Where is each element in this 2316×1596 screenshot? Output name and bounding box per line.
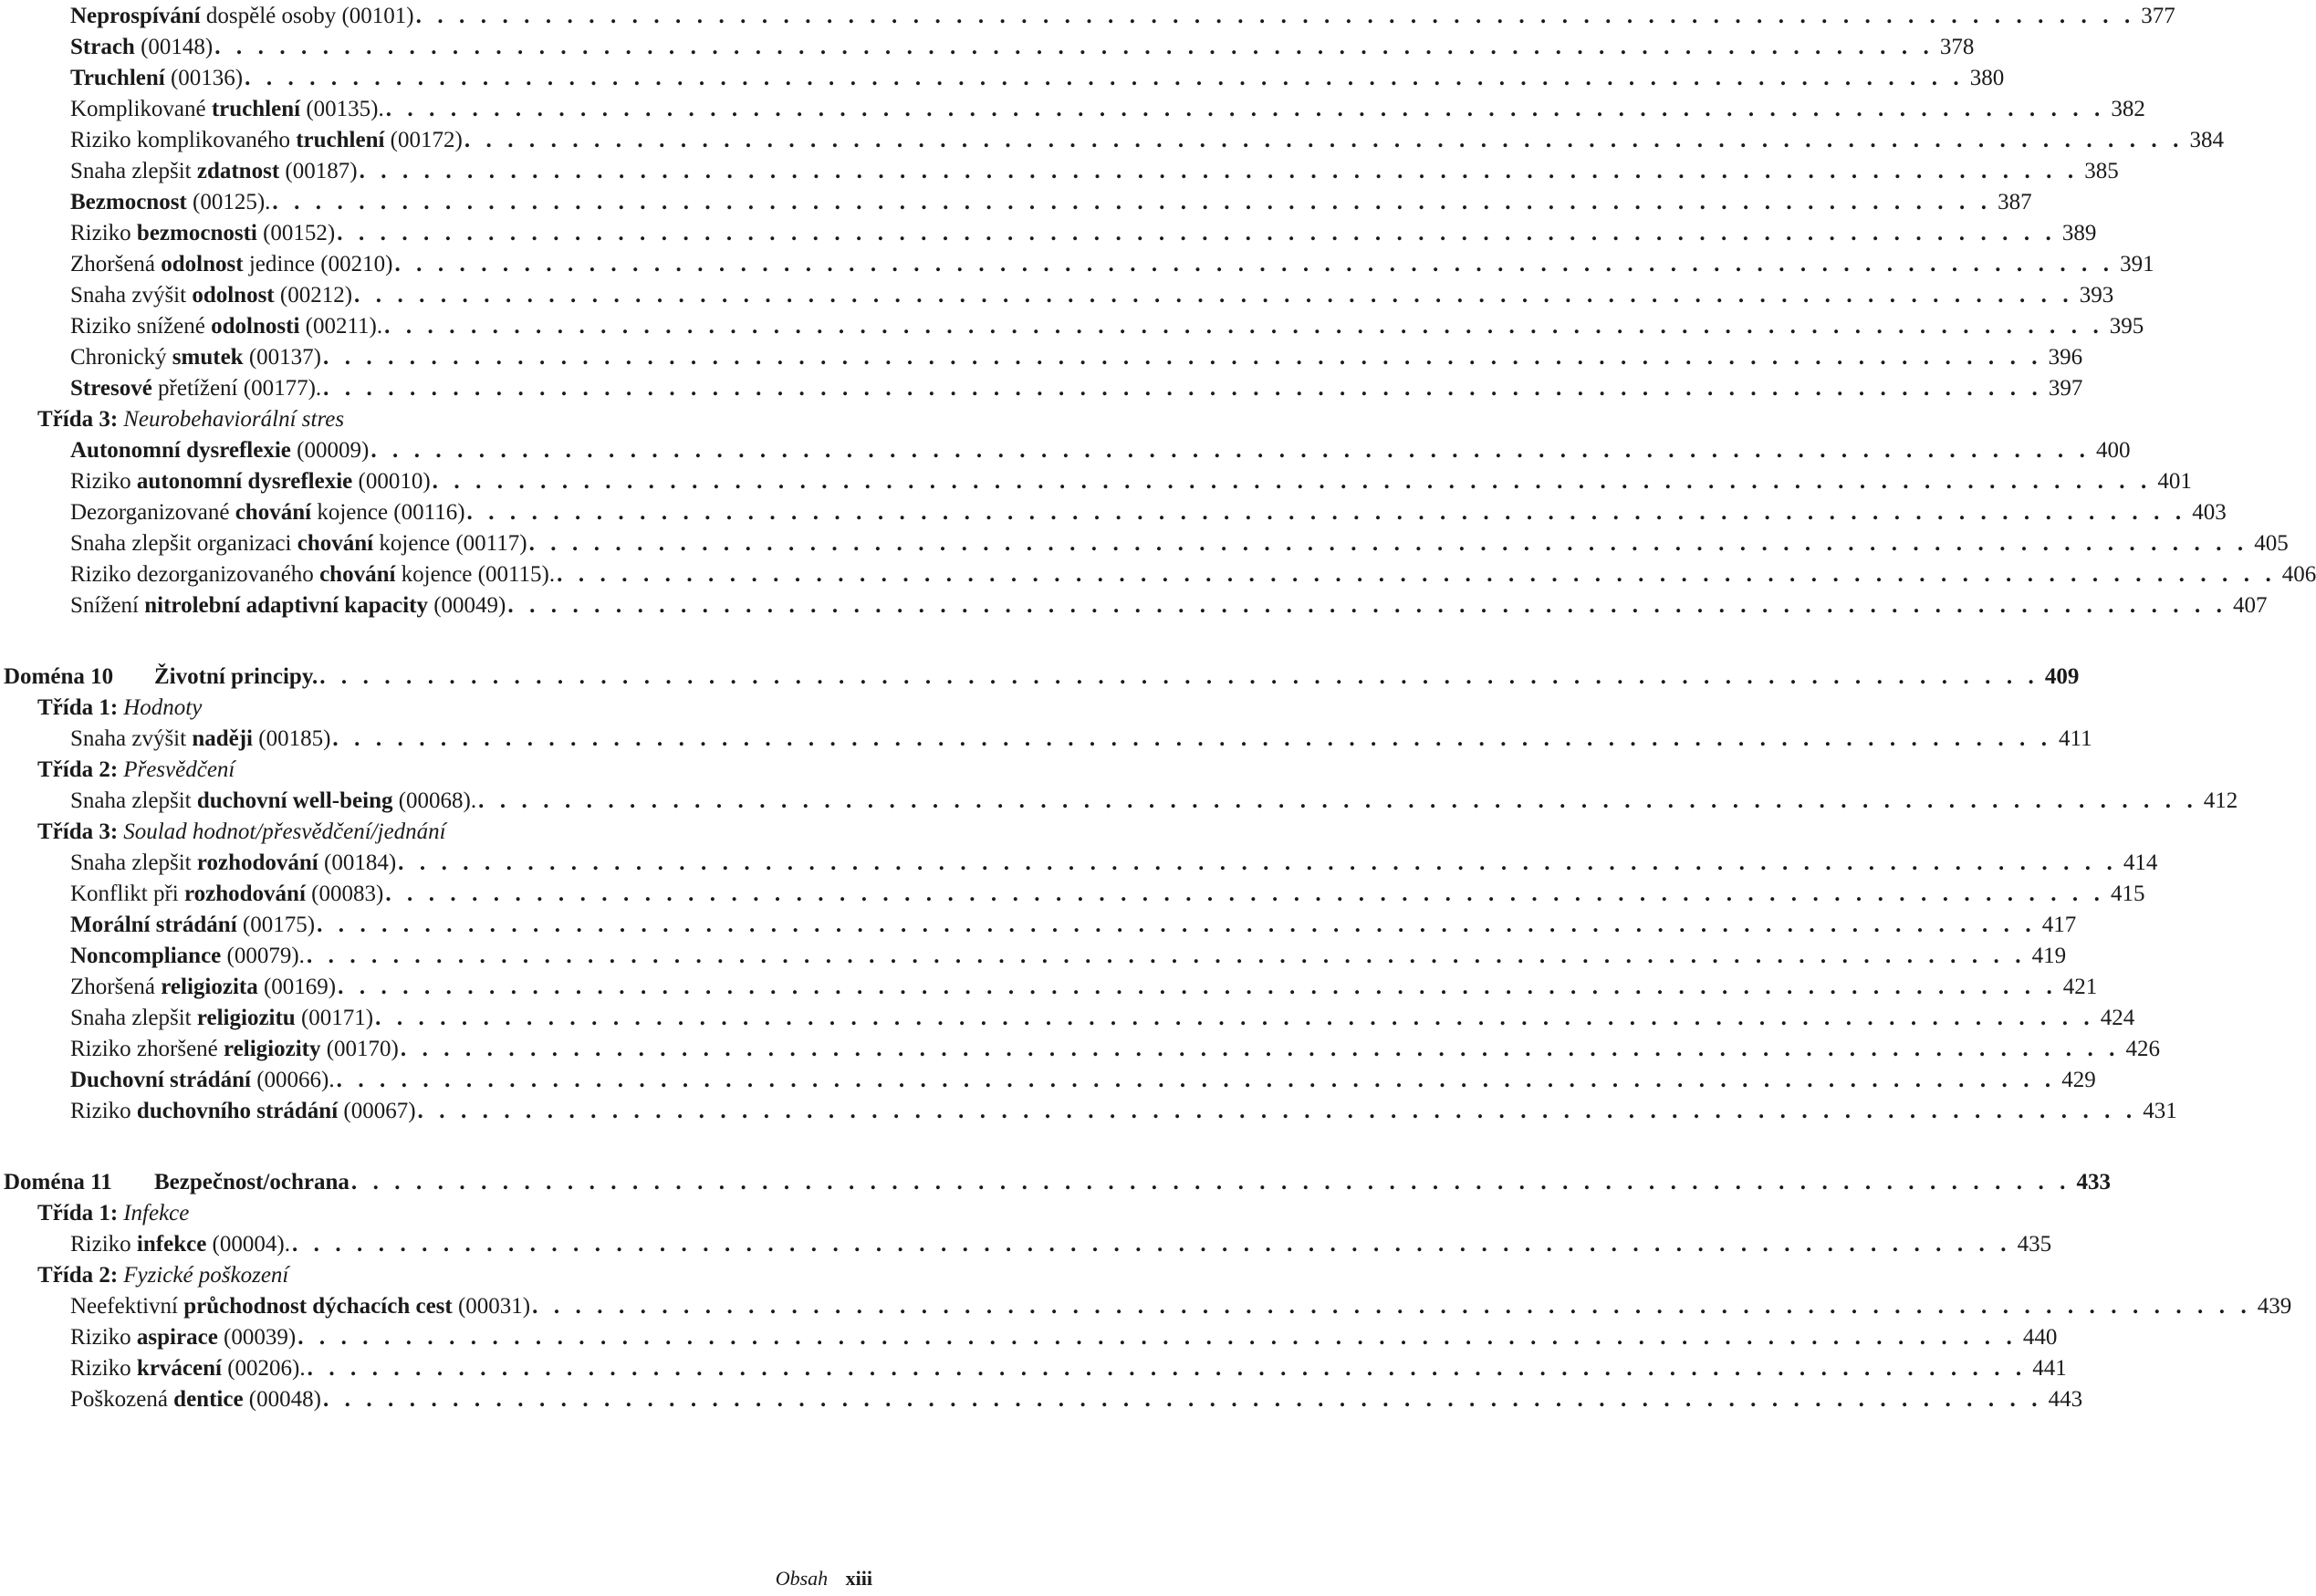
dot-leader: . . . . . . . . . . . . . . . . . . . . . . . . . . . . . . . . . . . . . . . . . . . . . . . . . . . . . . . . . . . . . . . . . . . . . . . . . . . . . . . . xyxy=(245,66,1965,90)
toc-entry-page: 414 xyxy=(2123,850,2158,875)
toc-entry-text: Riziko zhoršené xyxy=(70,1037,224,1061)
toc-entry-keyword: Bezmocnost xyxy=(70,190,187,214)
toc-entry-text: Riziko komplikovaného xyxy=(70,128,297,152)
toc-entry-page: 412 xyxy=(2203,788,2238,813)
class-label: Třída 1: xyxy=(37,1201,119,1226)
toc-entry[interactable] xyxy=(0,878,2145,911)
toc-entry[interactable] xyxy=(0,93,2145,126)
dot-leader: . . . . . . . . . . . . . . . . . . . . . . . . . . . . . . . . . . . . . . . . . . . . . . . . . . . . . . . . . . . . . . . . . . . . . . . . . . . . . . . . xyxy=(400,1037,2121,1061)
toc-entry-text: (00211). xyxy=(299,314,383,339)
toc-entry-keyword: nitrolební adaptivní kapacity xyxy=(144,593,428,618)
toc-entry-text: (00068). xyxy=(392,788,477,813)
toc-entry-title xyxy=(70,1037,399,1062)
toc-entry-text: Neefektivní xyxy=(70,1294,184,1319)
toc-entry-title xyxy=(70,1325,296,1351)
toc-class-heading[interactable] xyxy=(0,1197,876,1230)
toc-entry-page: 387 xyxy=(1998,190,2032,214)
dot-leader: . . . . . . . . . . . . . . . . . . . . . . . . . . . . . . . . . . . . . . . . . . . . . . . . . . . . . . . . . . . . . . . . . . . . . . . . . . . . . . . . xyxy=(291,1232,2012,1257)
toc-entry-keyword: duchovní well-being xyxy=(196,788,393,813)
toc-entry-keyword: duchovního strádání xyxy=(136,1099,339,1123)
toc-entry-keyword: autonomní dysreflexie xyxy=(136,469,353,494)
toc-entry-title xyxy=(70,159,358,184)
toc-entry-page: 391 xyxy=(2120,252,2154,276)
toc-entry[interactable] xyxy=(0,785,2238,818)
toc-class-heading[interactable] xyxy=(0,816,876,849)
toc-entry-text: Snaha zlepšit xyxy=(70,1006,197,1030)
toc-entry-page: 439 xyxy=(2257,1294,2292,1319)
toc-entry-page: 403 xyxy=(2192,500,2227,525)
toc-entry-keyword: chování xyxy=(319,562,396,587)
toc-entry-page: 417 xyxy=(2041,913,2077,937)
toc-entry-page: 415 xyxy=(2110,881,2145,906)
toc-entry-title xyxy=(70,881,383,907)
toc-entry-title xyxy=(70,913,315,938)
toc-entry[interactable] xyxy=(0,124,2224,157)
toc-entry-page: 400 xyxy=(2095,438,2131,463)
dot-leader: . . . . . . . . . . . . . . . . . . . . . . . . . . . . . . . . . . . . . . . . . . . . . . . . . . . . . . . . . . . . . . . . . . . . . . . . . . . . . . . . xyxy=(507,593,2227,618)
toc-entry-keyword: rozhodování xyxy=(196,850,318,875)
dot-leader: . . . . . . . . . . . . . . . . . . . . . . . . . . . . . . . . . . . . . . . . . . . . . . . . . . . . . . . . . . . . . . . . . . . . . . . . . . . . . . . . xyxy=(466,500,2186,525)
dot-leader: . . . . . . . . . . . . . . . . . . . . . . . . . . . . . . . . . . . . . . . . . . . . . . . . . . . . . . . . . . . . . . . . . . . . . . . . . . . . . . . . xyxy=(375,1006,2095,1030)
toc-entry[interactable] xyxy=(0,248,2154,281)
toc-entry-text: (00125). xyxy=(186,190,271,214)
class-name: Neurobehaviorální stres xyxy=(123,407,345,432)
toc-entry-text: Riziko xyxy=(70,1099,137,1123)
toc-entry-text: Riziko xyxy=(70,1356,137,1381)
toc-entry[interactable] xyxy=(0,434,2131,467)
toc-entry-title xyxy=(70,1068,335,1093)
dot-leader: . . . . . . . . . . . . . . . . . . . . . . . . . . . . . . . . . . . . . . . . . . . . . . . . . . . . . . . . . . . . . . . . . . . . . . . . . . . . . . . . xyxy=(336,1068,2056,1092)
class-label: Třída 1: xyxy=(37,695,119,720)
dot-leader: . . . . . . . . . . . . . . . . . . . . . . . . . . . . . . . . . . . . . . . . . . . . . . . . . . . . . . . . . . . . . . . . . . . . . . . . . . . . . . . . xyxy=(272,190,1992,214)
toc-entry-title xyxy=(70,500,465,526)
toc-entry-title xyxy=(70,1006,373,1031)
toc-entry[interactable] xyxy=(0,723,2092,756)
toc-entry[interactable] xyxy=(0,527,2289,560)
toc-entry-page: 377 xyxy=(2141,4,2175,28)
dot-leader: . . . . . . . . . . . . . . . . . . . . . . . . . . . . . . . . . . . . . . . . . . . . . . . . . . . . . . . . . . . . . . . . . . . . . . . . . . . . . . . . xyxy=(557,562,2277,587)
toc-entry-text: Zhoršená xyxy=(70,252,162,276)
toc-entry[interactable] xyxy=(0,279,2114,312)
toc-class-heading[interactable] xyxy=(0,692,876,725)
toc-entry-page: 424 xyxy=(2100,1006,2135,1030)
toc-entry-page: 389 xyxy=(2061,221,2097,245)
toc-entry-title xyxy=(70,726,330,752)
dot-leader: . . . . . . . . . . . . . . . . . . . . . . . . . . . . . . . . . . . . . . . . . . . . . . . . . . . . . . . . . . . . . . . . . . . . . . . . . . . . . . . . xyxy=(417,1099,2137,1123)
dot-leader: . . . . . . . . . . . . . . . . . . . . . . . . . . . . . . . . . . . . . . . . . . . . . . . . . . . . . . . . . . . . . . . . . . . . . . . . . . . . . . . . xyxy=(323,376,2043,401)
toc-entry-title xyxy=(70,66,243,91)
toc-entry-title xyxy=(70,252,392,277)
toc-entry-text: (00187) xyxy=(279,159,358,183)
toc-entry-keyword: zdatnost xyxy=(196,159,280,183)
toc-entry-text: Dezorganizované xyxy=(70,500,235,525)
toc-entry-page: 419 xyxy=(2031,944,2067,968)
footer-page-number: xiii xyxy=(845,1567,872,1590)
toc-entry-page: 443 xyxy=(2048,1387,2083,1412)
toc-entry-title xyxy=(70,314,382,339)
toc-entry-keyword: aspirace xyxy=(136,1325,218,1350)
dot-leader: . . . . . . . . . . . . . . . . . . . . . . . . . . . . . . . . . . . . . . . . . . . . . . . . . . . . . . . . . . . . . . . . . . . . . . . . . . . . . . . . xyxy=(306,944,2027,968)
toc-entry-title xyxy=(70,469,431,495)
toc-entry-title xyxy=(70,1387,321,1413)
dot-leader: . . . . . . . . . . . . . . . . . . . . . . . . . . . . . . . . . . . . . . . . . . . . . . . . . . . . . . . . . . . . . . . . . . . . . . . . . . . . . . . . xyxy=(528,531,2248,556)
toc-entry-text: Snaha zlepšit xyxy=(70,159,197,183)
dot-leader: . . . . . . . . . . . . . . . . . . . . . . . . . . . . . . . . . . . . . . . . . . . . . . . . . . . . . . . . . . . . . . . . . . . . . . . . . . . . . . . . xyxy=(385,97,2105,121)
toc-entry-keyword: naději xyxy=(192,726,254,751)
dot-leader: . . . . . . . . . . . . . . . . . . . . . . . . . . . . . . . . . . . . . . . . . . . . . . . . . . . . . . . . . . . . . . . . . . . . . . . . . . . . . . . . xyxy=(532,1294,2252,1319)
toc-entry-title xyxy=(70,4,414,29)
toc-entry-title xyxy=(70,593,506,619)
toc-entry-title xyxy=(70,1232,290,1257)
toc-entry-keyword: Strach xyxy=(70,35,135,59)
toc-entry-text: (00137) xyxy=(243,345,321,370)
toc-entry[interactable] xyxy=(0,341,2083,374)
dot-leader: . . . . . . . . . . . . . . . . . . . . . . . . . . . . . . . . . . . . . . . . . . . . . . . . . . . . . . . . . . . . . . . . . . . . . . . . . . . . . . . . xyxy=(394,252,2114,276)
toc-entry-page: 405 xyxy=(2254,531,2289,556)
toc-entry[interactable] xyxy=(0,310,2144,343)
toc-entry-title xyxy=(70,190,270,215)
toc-entry[interactable] xyxy=(0,847,2158,880)
toc-entry-text: Snaha zvýšit xyxy=(70,283,193,308)
toc-entry-keyword: smutek xyxy=(172,345,244,370)
toc-entry-keyword: odolnost xyxy=(192,283,275,308)
class-label: Třída 3: xyxy=(37,407,119,432)
toc-entry-keyword: bezmocnosti xyxy=(136,221,257,245)
toc-entry-page: 411 xyxy=(2059,726,2092,751)
toc-entry-text: (00067) xyxy=(338,1099,416,1123)
toc-entry-page: 397 xyxy=(2048,376,2083,401)
toc-entry-text: (00185) xyxy=(253,726,331,751)
toc-entry-keyword: truchlení xyxy=(296,128,385,152)
toc-entry-text: kojence (00115). xyxy=(395,562,556,587)
domain-label: Doména 10 xyxy=(4,664,114,689)
dot-leader: . . . . . . . . . . . . . . . . . . . . . . . . . . . . . . . . . . . . . . . . . . . . . . . . . . . . . . . . . . . . . . . . . . . . . . . . . . . . . . . . xyxy=(432,469,2152,494)
toc-entry-title xyxy=(70,438,369,464)
class-name: Hodnoty xyxy=(123,695,203,720)
toc-entry[interactable] xyxy=(0,217,2097,250)
toc-entry-text: (00010) xyxy=(352,469,431,494)
toc-entry-text: (00184) xyxy=(318,850,397,875)
toc-entry-keyword: odolnost xyxy=(161,252,244,276)
toc-entry[interactable] xyxy=(0,496,2227,529)
toc-entry-title xyxy=(70,788,476,814)
toc-entry-text: Snaha zlepšit xyxy=(70,788,197,813)
toc-entry[interactable] xyxy=(0,1064,2096,1097)
toc-entry-title xyxy=(70,128,463,153)
toc-entry-text: kojence (00117) xyxy=(373,531,527,556)
class-label: Třída 3: xyxy=(37,819,119,844)
toc-entry-text: Snaha zvýšit xyxy=(70,726,193,751)
toc-entry-keyword: religiozitu xyxy=(196,1006,296,1030)
domain-title: Životní principy. xyxy=(154,664,318,689)
toc-entry-text: (00171) xyxy=(295,1006,374,1030)
toc-entry[interactable] xyxy=(0,1321,2058,1354)
toc-entry-keyword: chování xyxy=(235,500,312,525)
toc-entry[interactable] xyxy=(0,971,2098,1004)
toc-entry-title xyxy=(70,35,213,60)
toc-entry-title xyxy=(70,345,321,370)
domain-page: 409 xyxy=(2044,664,2080,689)
toc-entry-text: (00169) xyxy=(257,975,337,999)
toc-entry-page: 407 xyxy=(2233,593,2268,618)
toc-entry-keyword: Truchlení xyxy=(70,66,165,90)
dot-leader: . . . . . . . . . . . . . . . . . . . . . . . . . . . . . . . . . . . . . . . . . . . . . . . . . . . . . . . . . . . . . . . . . . . . . . . . . . . . . . . . xyxy=(317,913,2037,937)
toc-entry[interactable] xyxy=(0,62,2005,95)
toc-entry-page: 429 xyxy=(2061,1068,2096,1092)
toc-entry-title xyxy=(70,1294,530,1320)
toc-entry[interactable] xyxy=(0,1002,2135,1035)
toc-entry-text: (00048) xyxy=(243,1387,321,1412)
toc-entry-title xyxy=(70,562,555,588)
toc-entry[interactable] xyxy=(0,1095,2177,1128)
toc-entry-text: (00206). xyxy=(221,1356,306,1381)
toc-entry-text: (00031) xyxy=(452,1294,531,1319)
toc-entry-title xyxy=(70,944,305,969)
class-name: Fyzické poškození xyxy=(123,1263,289,1288)
class-label: Třída 2: xyxy=(37,757,119,782)
toc-entry-keyword: Morální strádání xyxy=(70,913,237,937)
toc-entry-text: Riziko snížené xyxy=(70,314,212,339)
toc-entry-text: (00212) xyxy=(274,283,353,308)
dot-leader: . . . . . . . . . . . . . . . . . . . . . . . . . . . . . . . . . . . . . . . . . . . . . . . . . . . . . . . . . . . . . . . . . . . . . . . . . . . . . . . . xyxy=(464,128,2184,152)
class-name: Přesvědčení xyxy=(123,757,235,782)
class-label: Třída 2: xyxy=(37,1263,119,1288)
toc-entry-page: 440 xyxy=(2022,1325,2058,1350)
toc-entry-title xyxy=(70,283,352,308)
toc-class-heading[interactable] xyxy=(0,1259,876,1292)
toc-entry[interactable] xyxy=(0,1352,2067,1385)
toc-entry-page: 406 xyxy=(2281,562,2316,587)
dot-leader: . . . . . . . . . . . . . . . . . . . . . . . . . . . . . . . . . . . . . . . . . . . . . . . . . . . . . . . . . . . . . . . . . . . . . . . . . . . . . . . . xyxy=(307,1356,2027,1381)
toc-entry[interactable] xyxy=(0,909,2077,942)
toc-entry-text: (00172) xyxy=(384,128,463,152)
dot-leader: . . . . . . . . . . . . . . . . . . . . . . . . . . . . . . . . . . . . . . . . . . . . . . . . . . . . . . . . . . . . . . . . . . . . . . . . . . . . . . . . xyxy=(350,1170,2071,1194)
toc-entry-page: 421 xyxy=(2062,975,2098,999)
toc-entry-title xyxy=(70,1099,416,1124)
dot-leader: . . . . . . . . . . . . . . . . . . . . . . . . . . . . . . . . . . . . . . . . . . . . . . . . . . . . . . . . . . . . . . . . . . . . . . . . . . . . . . . . xyxy=(214,35,1935,59)
toc-entry-page: 401 xyxy=(2157,469,2192,494)
toc-entry[interactable] xyxy=(0,558,2316,591)
toc-entry-page: 426 xyxy=(2125,1037,2161,1061)
toc-entry-text: kojence (00116) xyxy=(311,500,465,525)
toc-entry-text: (00049) xyxy=(427,593,506,618)
toc-entry[interactable] xyxy=(0,940,2067,973)
toc-entry-text: Riziko xyxy=(70,1325,137,1350)
toc-entry-text: Riziko dezorganizovaného xyxy=(70,562,320,587)
toc-entry-page: 384 xyxy=(2189,128,2224,152)
toc-entry-keyword: průchodnost dýchacích cest xyxy=(183,1294,453,1319)
toc-entry-text: (00136) xyxy=(164,66,244,90)
toc-entry-text: Snížení xyxy=(70,593,145,618)
toc-entry-page: 378 xyxy=(1939,35,1975,59)
dot-leader: . . . . . . . . . . . . . . . . . . . . . . . . . . . . . . . . . . . . . . . . . . . . . . . . . . . . . . . . . . . . . . . . . . . . . . . . . . . . . . . . xyxy=(319,664,2040,689)
domain-label: Doména 11 xyxy=(4,1170,112,1194)
toc-entry-keyword: Stresové xyxy=(70,376,152,401)
toc-entry-keyword: rozhodování xyxy=(184,881,306,906)
toc-entry-page: 396 xyxy=(2048,345,2083,370)
toc-entry-page: 385 xyxy=(2084,159,2119,183)
toc-entry-text: (00004). xyxy=(206,1232,290,1257)
toc-entry-keyword: krvácení xyxy=(136,1356,222,1381)
toc-entry-text: jedince (00210) xyxy=(243,252,393,276)
dot-leader: . . . . . . . . . . . . . . . . . . . . . . . . . . . . . . . . . . . . . . . . . . . . . . . . . . . . . . . . . . . . . . . . . . . . . . . . . . . . . . . . xyxy=(297,1325,2018,1350)
toc-entry-text: Riziko xyxy=(70,221,137,245)
class-name: Infekce xyxy=(123,1201,190,1226)
toc-entry-text: Riziko xyxy=(70,469,137,494)
footer-section-label: Obsah xyxy=(775,1567,829,1590)
toc-entry[interactable] xyxy=(0,1290,2292,1323)
dot-leader: . . . . . . . . . . . . . . . . . . . . . . . . . . . . . . . . . . . . . . . . . . . . . . . . . . . . . . . . . . . . . . . . . . . . . . . . . . . . . . . . xyxy=(398,850,2118,875)
toc-entry[interactable] xyxy=(0,1228,2052,1261)
toc-entry-keyword: Noncompliance xyxy=(70,944,222,968)
dot-leader: . . . . . . . . . . . . . . . . . . . . . . . . . . . . . . . . . . . . . . . . . . . . . . . . . . . . . . . . . . . . . . . . . . . . . . . . . . . . . . . . xyxy=(322,1387,2043,1412)
toc-entry-keyword: dentice xyxy=(173,1387,244,1412)
toc-entry-text: (00079). xyxy=(221,944,305,968)
toc-entry-text: (00170) xyxy=(320,1037,399,1061)
toc-entry[interactable] xyxy=(0,1383,2083,1416)
dot-leader: . . . . . . . . . . . . . . . . . . . . . . . . . . . . . . . . . . . . . . . . . . . . . . . . . . . . . . . . . . . . . . . . . . . . . . . . . . . . . . . . xyxy=(359,159,2079,183)
dot-leader: . . . . . . . . . . . . . . . . . . . . . . . . . . . . . . . . . . . . . . . . . . . . . . . . . . . . . . . . . . . . . . . . . . . . . . . . . . . . . . . . xyxy=(354,283,2074,308)
toc-entry-text: Konflikt při xyxy=(70,881,184,906)
toc-entry[interactable] xyxy=(0,465,2192,498)
toc-domain-heading[interactable] xyxy=(0,1166,2112,1199)
toc-entry-text: Komplikované xyxy=(70,97,212,121)
toc-entry-text: Zhoršená xyxy=(70,975,162,999)
toc-entry-text: přetížení (00177). xyxy=(151,376,322,401)
class-name: Soulad hodnot/přesvědčení/jednání xyxy=(123,819,446,844)
dot-leader: . . . . . . . . . . . . . . . . . . . . . . . . . . . . . . . . . . . . . . . . . . . . . . . . . . . . . . . . . . . . . . . . . . . . . . . . . . . . . . . . xyxy=(384,314,2104,339)
toc-class-heading[interactable] xyxy=(0,403,876,436)
toc-entry-text: (00009) xyxy=(290,438,370,463)
toc-entry-keyword: chování xyxy=(297,531,374,556)
toc-entry-keyword: truchlení xyxy=(211,97,301,121)
toc-entry[interactable] xyxy=(0,155,2119,188)
toc-entry-title xyxy=(70,376,321,402)
toc-entry-page: 435 xyxy=(2017,1232,2052,1257)
toc-entry-text: (00135). xyxy=(300,97,384,121)
dot-leader: . . . . . . . . . . . . . . . . . . . . . . . . . . . . . . . . . . . . . . . . . . . . . . . . . . . . . . . . . . . . . . . . . . . . . . . . . . . . . . . . xyxy=(478,788,2198,813)
toc-entry-title xyxy=(70,1356,306,1382)
toc-entry-keyword: religiozita xyxy=(161,975,258,999)
toc-entry-keyword: religiozity xyxy=(224,1037,321,1061)
toc-entry-text: (00152) xyxy=(256,221,336,245)
toc-entry[interactable] xyxy=(0,186,2032,219)
domain-page: 433 xyxy=(2076,1170,2112,1194)
toc-entry-title xyxy=(70,531,527,557)
toc-entry-text: (00039) xyxy=(217,1325,297,1350)
toc-entry-text: Snaha zlepšit organizaci xyxy=(70,531,297,556)
toc-entry-keyword: Autonomní dysreflexie xyxy=(70,438,291,463)
toc-entry-title xyxy=(70,221,335,246)
page-footer xyxy=(776,1567,872,1591)
toc-entry-text: Snaha zlepšit xyxy=(70,850,197,875)
toc-entry-text: Chronický xyxy=(70,345,172,370)
toc-entry-title xyxy=(70,97,384,122)
toc-domain-heading[interactable] xyxy=(0,661,2080,694)
toc-entry-text: (00066). xyxy=(250,1068,335,1092)
dot-leader: . . . . . . . . . . . . . . . . . . . . . . . . . . . . . . . . . . . . . . . . . . . . . . . . . . . . . . . . . . . . . . . . . . . . . . . . . . . . . . . . xyxy=(385,881,2105,906)
toc-entry-text: (00175) xyxy=(236,913,316,937)
toc-entry[interactable] xyxy=(0,0,2175,33)
toc-entry-title xyxy=(70,850,396,876)
dot-leader: . . . . . . . . . . . . . . . . . . . . . . . . . . . . . . . . . . . . . . . . . . . . . . . . . . . . . . . . . . . . . . . . . . . . . . . . . . . . . . . . xyxy=(337,221,2057,245)
toc-entry-page: 380 xyxy=(1969,66,2005,90)
toc-entry-page: 441 xyxy=(2032,1356,2067,1381)
toc-entry[interactable] xyxy=(0,589,2268,622)
toc-entry-keyword: infekce xyxy=(136,1232,207,1257)
toc-entry-page: 431 xyxy=(2143,1099,2177,1123)
toc-entry[interactable] xyxy=(0,372,2083,405)
dot-leader: . . . . . . . . . . . . . . . . . . . . . . . . . . . . . . . . . . . . . . . . . . . . . . . . . . . . . . . . . . . . . . . . . . . . . . . . . . . . . . . . xyxy=(370,438,2091,463)
dot-leader: . . . . . . . . . . . . . . . . . . . . . . . . . . . . . . . . . . . . . . . . . . . . . . . . . . . . . . . . . . . . . . . . . . . . . . . . . . . . . . . . xyxy=(415,4,2135,28)
toc-entry-page: 382 xyxy=(2111,97,2145,121)
toc-entry[interactable] xyxy=(0,1033,2161,1066)
toc-entry-text: (00148) xyxy=(134,35,214,59)
toc-entry-keyword: Duchovní strádání xyxy=(70,1068,251,1092)
toc-entry-text: dospělé osoby (00101) xyxy=(200,4,414,28)
toc-entry[interactable] xyxy=(0,31,1975,64)
toc-entry-page: 393 xyxy=(2079,283,2114,308)
toc-entry-text: Riziko xyxy=(70,1232,137,1257)
toc-entry-text: (00083) xyxy=(305,881,384,906)
dot-leader: . . . . . . . . . . . . . . . . . . . . . . . . . . . . . . . . . . . . . . . . . . . . . . . . . . . . . . . . . . . . . . . . . . . . . . . . . . . . . . . . xyxy=(332,726,2052,751)
toc-entry-keyword: odolnosti xyxy=(211,314,300,339)
toc-entry-title xyxy=(70,975,336,1000)
toc-entry-page: 395 xyxy=(2109,314,2144,339)
domain-title: Bezpečnost/ochrana xyxy=(154,1170,349,1194)
dot-leader: . . . . . . . . . . . . . . . . . . . . . . . . . . . . . . . . . . . . . . . . . . . . . . . . . . . . . . . . . . . . . . . . . . . . . . . . . . . . . . . . xyxy=(338,975,2058,999)
dot-leader: . . . . . . . . . . . . . . . . . . . . . . . . . . . . . . . . . . . . . . . . . . . . . . . . . . . . . . . . . . . . . . . . . . . . . . . . . . . . . . . . xyxy=(323,345,2043,370)
toc-entry-text: Poškozená xyxy=(70,1387,174,1412)
toc-entry-keyword: Neprospívání xyxy=(70,4,201,28)
toc-class-heading[interactable] xyxy=(0,754,876,787)
